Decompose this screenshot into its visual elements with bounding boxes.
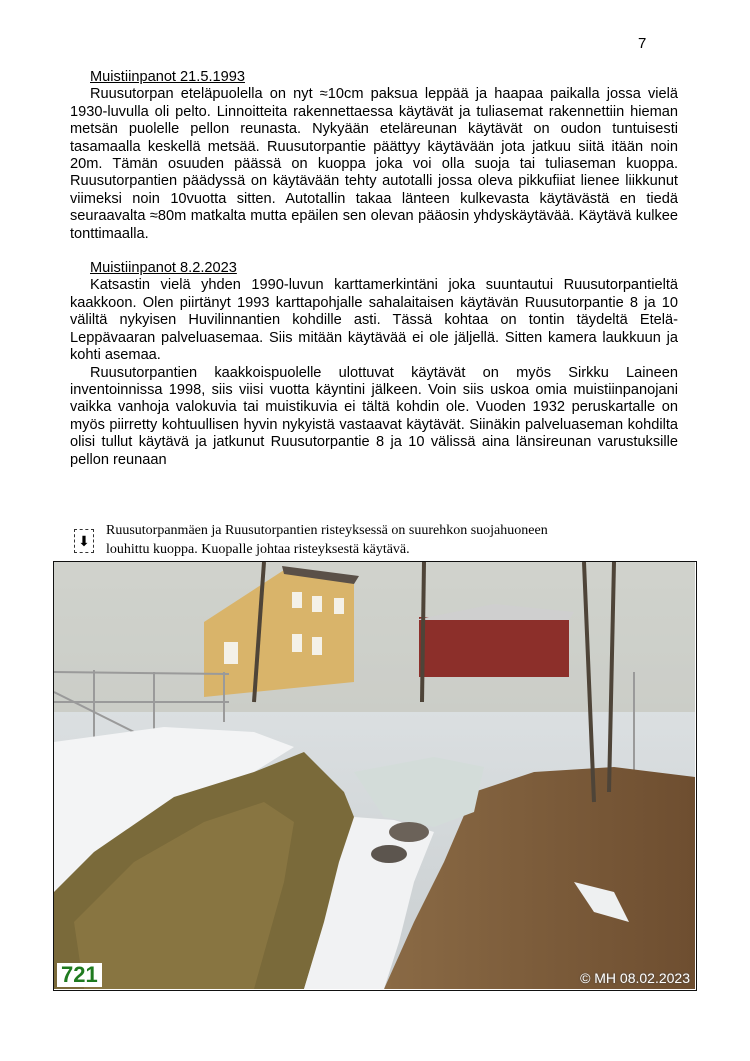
notes-body [70, 69, 678, 469]
caption-line-1: Ruusutorpanmäen ja Ruusutorpantien risteyksessä on suurehkon suojahuoneen [106, 523, 548, 538]
section-heading-1993: Muistiinpanot 21.5.1993 [90, 69, 245, 85]
page-number: 7 [638, 35, 647, 52]
caption-line-2: louhittu kuoppa. Kuopalle johtaa risteyksestä käytävä. [106, 542, 410, 557]
red-barn [419, 617, 569, 677]
paragraph-2023-a: Katsastin vielä yhden 1990-luvun karttamerkintäni joka suuntautui Ruusutorpantieltä kaakkoon. Olen piirtänyt 1993 karttapohjalle sahalaitaisen käytävän Ruusutorpantie 8 ja 10 väliltä nykyisen Huvilinnantien kohdille asti. Tässä kohtaa on tontin täydeltä Etelä-Leppävaaran palveluasemaa. Siis mitään käytävää ei ole jäljellä. Sitten kamera laukkuun ja kohti asemaa. [70, 277, 678, 364]
arrow-down-icon: ⬇ [74, 529, 94, 553]
section-heading-2023: Muistiinpanot 8.2.2023 [90, 260, 237, 277]
photo-copyright: © MH 08.02.2023 [580, 970, 690, 986]
photo [53, 561, 697, 991]
paragraph-1993: Ruusutorpan eteläpuolella on nyt ≈10cm paksua leppää ja haapaa paikalla jossa vielä 1930-luvulla oli pelto. Linnoitteita rakennettaessa käytävät ja tuliasemat rakennettiin hieman metsän puolelle pellon reunasta. Nykyään eteläreunan käytävät on oudon tuntuisesti tasamaalla keskellä metsää. Ruusutorpantie päättyy käytävään jota jatkuu siitä itään noin 20m. Tämän osuuden päässä on kuoppa joka voi olla suoja tai tuliaseman kuoppa. Ruusutorpantien päädyssä on käytävään tehty autotalli jossa oleva pikkufiiat lienee liikkunut viimeksi noin 10vuotta sitten. Autotallin takaa länteen kulkevasta käytävästä en tiedä seuraavalta ≈80m matkalta mutta epäilen sen olevan pääosin yhdyskäytävää. Käytävä kulkee tonttimaalla. [70, 86, 678, 242]
photo-number: 721 [57, 963, 102, 987]
paragraph-2023-b: Ruusutorpantien kaakkoispuolelle ulottuvat käytävät on myös Sirkku Laineen inventoinnissa 1998, siis viisi vuotta käyntini jälkeen. Voin siis uskoa omia muistiinpanojani vaikka vanhoja valokuvia tai muistikuvia ei tältä kohdin ole. Vuoden 1932 peruskartalle on myös piirretty kohtuullisen hyvin nykyistä vastaavat käytävät. Siinäkin palveluaseman kohdilta olisi tullut käytävä ja jatkunut Ruusutorpantie 8 ja 10 välissä aina länsireunan varustuksille pellon reunaan [70, 364, 678, 468]
photo-scene [54, 562, 695, 989]
figure-caption [106, 521, 606, 559]
